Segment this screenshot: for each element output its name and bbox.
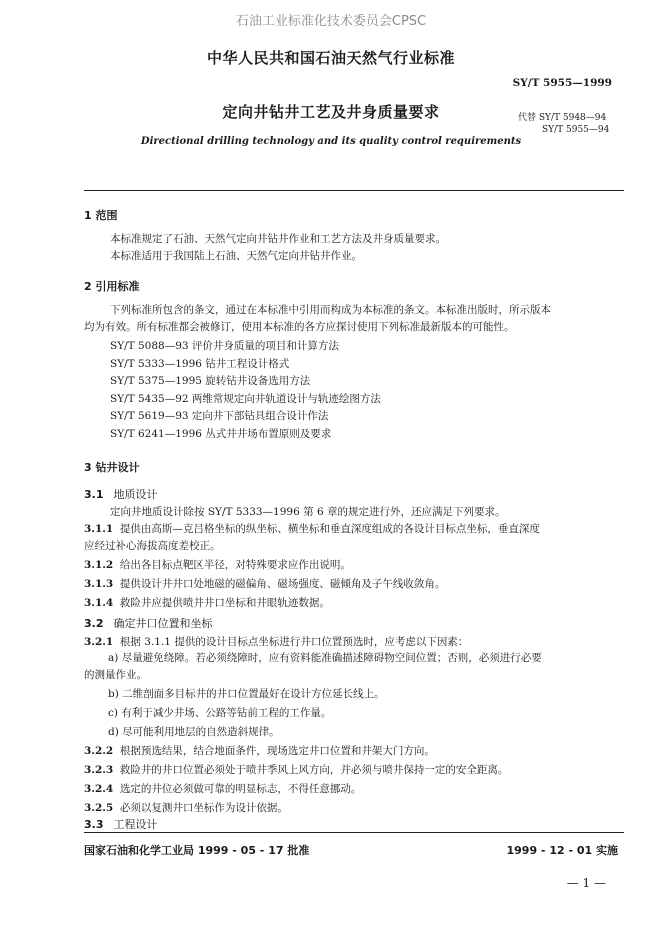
clause-number: 3.2.4 <box>84 783 114 795</box>
list-item-d: d) 尽可能利用地层的自然造斜规律。 <box>108 726 280 738</box>
section-3-heading: 3 钻井设计 <box>84 461 140 474</box>
list-item-b: b) 二维剖面多目标井的井口位置最好在设计方位延长线上。 <box>108 688 385 700</box>
reference-item: SY/T 5375—1995 旋转钻井设备选用方法 <box>110 375 311 388</box>
reference-list <box>110 338 381 444</box>
clause-number: 3.2.3 <box>84 764 114 776</box>
watermark: 石油工业标准化技术委员会CPSC <box>235 14 427 29</box>
clause-3-2-1-items <box>84 650 542 741</box>
clause-text: 给出各目标点靶区半径，对特殊要求应作出说明。 <box>119 559 351 571</box>
implementation-date: 1999 - 12 - 01 实施 <box>506 844 618 857</box>
list-item-a-continued: 的测量作业。 <box>84 669 147 681</box>
clause-number: 3.3 <box>84 818 104 831</box>
clause-number: 3.1.2 <box>84 559 114 571</box>
list-item-c: c) 有利于减少井场、公路等钻前工程的工作量。 <box>108 707 332 719</box>
clause-3-1-heading <box>84 486 158 502</box>
clause-number: 3.2.2 <box>84 745 114 757</box>
english-title: Directional drilling technology and its quality control requirements <box>140 136 522 147</box>
reference-item: SY/T 5333—1996 钻井工程设计格式 <box>110 357 290 370</box>
clause-3-2-1 <box>84 634 468 649</box>
clause-text: 救险井的井口位置必须处于喷井季风上风方向，并必须与喷井保持一定的安全距离。 <box>119 764 509 776</box>
clause-text: 救险井应提供喷井井口坐标和井眼轨迹数据。 <box>119 597 330 609</box>
clause-text: 提供由高斯—克吕格坐标的纵坐标、横坐标和垂直深度组成的各设计目标点坐标，垂直深度 <box>119 523 540 535</box>
section-1-para-1: 本标准规定了石油、天然气定向井钻井作业和工艺方法及井身质量要求。 <box>110 233 446 245</box>
section-2-intro <box>84 302 551 336</box>
clause-number: 3.2.5 <box>84 802 114 814</box>
standard-code: SY/T 5955—1999 <box>512 77 612 89</box>
clause-3-1-1 <box>84 521 540 555</box>
footer-divider <box>84 832 624 833</box>
clause-3-1-3 <box>84 576 445 591</box>
section-2-intro-line-1: 下列标准所包含的条文，通过在本标准中引用而构成为本标准的条文。本标准出版时，所示版本 <box>110 304 551 316</box>
clause-3-1-2 <box>84 557 351 572</box>
clause-title: 确定井口位置和坐标 <box>113 617 213 630</box>
clause-text: 根据 3.1.1 提供的设计目标点坐标进行井口位置预选时，应考虑以下因素： <box>119 636 469 648</box>
clause-number: 3.2 <box>84 617 104 630</box>
clause-number: 3.1 <box>84 488 104 501</box>
section-1-body <box>110 231 446 265</box>
reference-item: SY/T 5088—93 评价井身质量的项目和计算方法 <box>110 340 339 352</box>
clause-3-3-heading <box>84 816 158 832</box>
clause-text-continued: 应经过补心海拔高度差校正。 <box>84 540 221 552</box>
clause-3-2-heading <box>84 615 213 631</box>
clause-3-2-2 <box>84 743 435 758</box>
list-item-a: a) 尽量避免绕障。若必须绕障时，应有资料能准确描述障碍物空间位置；否则，必须进行必要 <box>108 652 542 664</box>
clause-title: 地质设计 <box>113 488 158 501</box>
replaces-line-1: 代替 SY/T 5948—94 <box>518 113 607 123</box>
clause-text: 必须以复测井口坐标作为设计依据。 <box>119 802 288 814</box>
approval-line: 国家石油和化学工业局 1999 - 05 - 17 批准 <box>84 844 310 857</box>
reference-item: SY/T 5435—92 两维常规定向井轨道设计与轨迹绘图方法 <box>110 392 381 405</box>
clause-number: 3.1.4 <box>84 597 114 609</box>
clause-3-2-4 <box>84 781 361 796</box>
clause-3-1-text: 定向井地质设计除按 SY/T 5333—1996 第 6 章的规定进行外，还应满足下列要求。 <box>110 506 506 518</box>
clause-number: 3.2.1 <box>84 636 114 648</box>
clause-title: 工程设计 <box>113 818 158 831</box>
clause-text: 选定的井位必须做可靠的明显标志，不得任意挪动。 <box>119 783 362 795</box>
section-2-intro-line-2: 均为有效。所有标准都会被修订，使用本标准的各方应探讨使用下列标准最新版本的可能性。 <box>84 321 515 333</box>
section-2-heading: 2 引用标准 <box>84 280 140 293</box>
clause-3-2-3 <box>84 762 508 777</box>
reference-item: SY/T 5619—93 定向井下部钻具组合设计作法 <box>110 410 329 423</box>
clause-number: 3.1.1 <box>84 523 114 535</box>
document-title: 定向井钻井工艺及井身质量要求 <box>222 103 440 121</box>
header-divider <box>84 190 624 191</box>
clause-text: 提供设计井井口处地磁的磁偏角、磁场强度、磁倾角及子午线收敛角。 <box>119 578 446 590</box>
page-number: — 1 — <box>566 876 606 890</box>
clause-3-1-4 <box>84 595 330 610</box>
clause-3-2-5 <box>84 800 288 815</box>
replaces-line-2: SY/T 5955—94 <box>542 125 610 135</box>
clause-number: 3.1.3 <box>84 578 114 590</box>
industry-standard-heading: 中华人民共和国石油天然气行业标准 <box>206 49 455 67</box>
section-1-para-2: 本标准适用于我国陆上石油、天然气定向井钻井作业。 <box>110 250 362 262</box>
clause-text: 根据预选结果，结合地面条件，现场选定井口位置和井架大门方向。 <box>119 745 435 757</box>
replaces-block <box>518 112 609 136</box>
reference-item: SY/T 6241—1996 丛式井井场布置原则及要求 <box>110 427 332 440</box>
section-1-heading: 1 范围 <box>84 209 118 222</box>
